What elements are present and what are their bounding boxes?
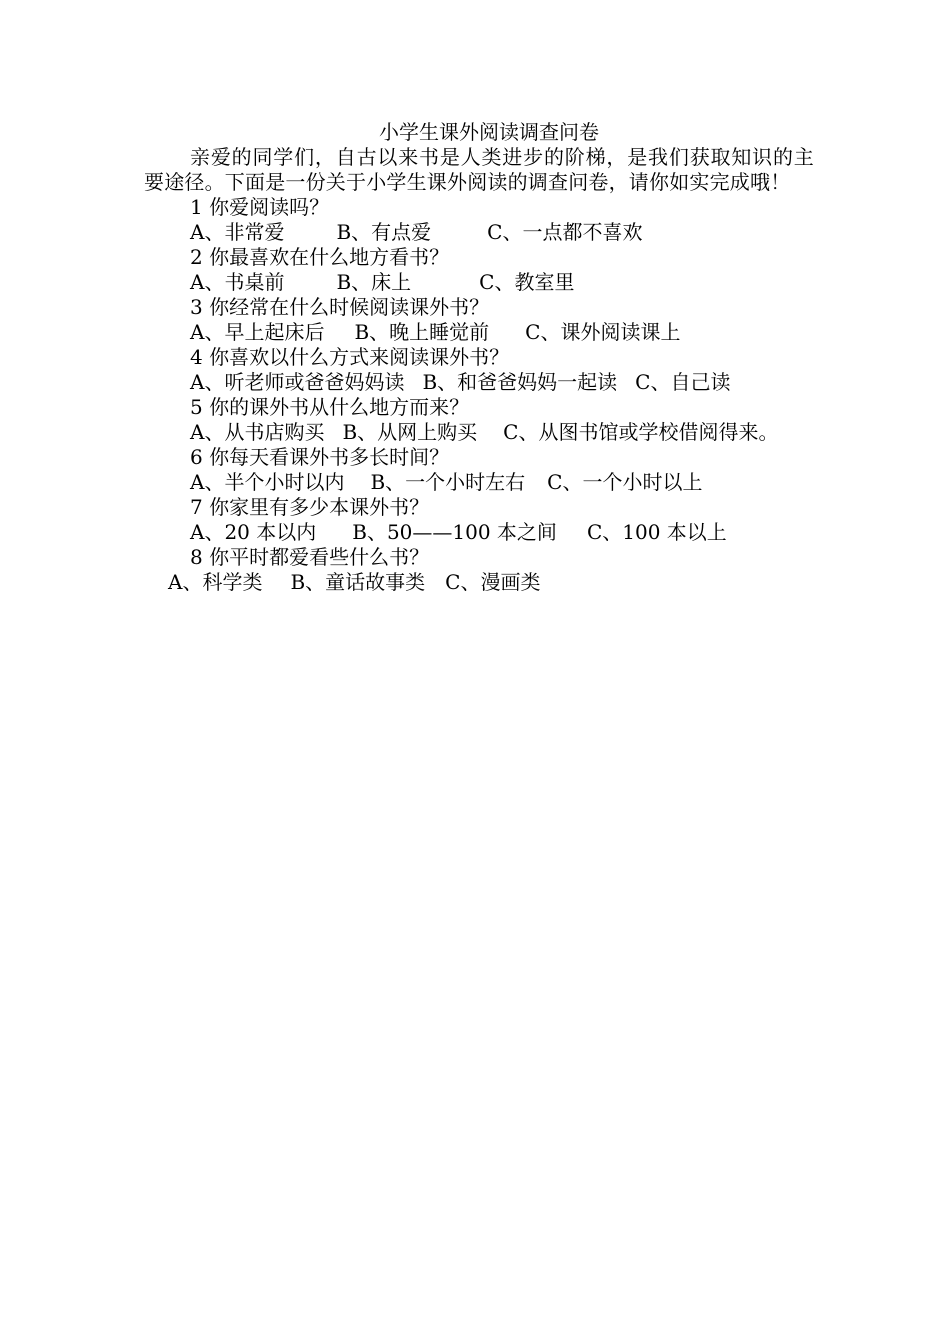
option-b: B、晚上睡觉前 bbox=[354, 320, 490, 344]
question-1: 1 你爱阅读吗？ bbox=[190, 195, 330, 219]
question-8-options bbox=[144, 570, 814, 595]
option-c: C、从图书馆或学校借阅得来。 bbox=[503, 420, 779, 444]
question-4-options bbox=[144, 370, 814, 395]
question-5: 5 你的课外书从什么地方而来？ bbox=[190, 395, 470, 419]
option-a: A、非常爱 bbox=[190, 220, 285, 244]
question-6: 6 你每天看课外书多长时间？ bbox=[190, 445, 450, 469]
intro-paragraph: 亲爱的同学们，自古以来书是人类进步的阶梯，是我们获取知识的主要途径。下面是一份关于小学生课外阅读的调查问卷，请你如实完成哦！ bbox=[144, 145, 814, 194]
question-7: 7 你家里有多少本课外书？ bbox=[190, 495, 430, 519]
option-a: A、科学类 bbox=[168, 570, 263, 594]
option-a: A、听老师或爸爸妈妈读 bbox=[190, 370, 405, 394]
question-3: 3 你经常在什么时候阅读课外书？ bbox=[190, 295, 490, 319]
option-b: B、童话故事类 bbox=[290, 570, 426, 594]
option-c: C、一点都不喜欢 bbox=[487, 220, 643, 244]
option-b: B、50——100 本之间 bbox=[352, 520, 557, 544]
question-1-options bbox=[144, 220, 814, 245]
option-a: A、书桌前 bbox=[190, 270, 285, 294]
option-a: A、早上起床后 bbox=[190, 320, 325, 344]
option-a: A、从书店购买 bbox=[190, 420, 325, 444]
question-8: 8 你平时都爱看些什么书？ bbox=[190, 545, 430, 569]
option-a: A、20 本以内 bbox=[190, 520, 317, 544]
option-c: C、自己读 bbox=[635, 370, 731, 394]
page-title: 小学生课外阅读调查问卷 bbox=[379, 120, 599, 144]
option-c: C、漫画类 bbox=[445, 570, 541, 594]
option-b: B、一个小时左右 bbox=[370, 470, 526, 494]
option-c: C、教室里 bbox=[479, 270, 575, 294]
question-7-options bbox=[144, 520, 814, 545]
option-b: B、从网上购买 bbox=[342, 420, 478, 444]
question-6-options bbox=[144, 470, 814, 495]
survey-content bbox=[144, 120, 814, 595]
option-a: A、半个小时以内 bbox=[190, 470, 345, 494]
option-b: B、有点爱 bbox=[336, 220, 432, 244]
question-3-options bbox=[144, 320, 814, 345]
option-b: B、和爸爸妈妈一起读 bbox=[422, 370, 618, 394]
question-2-options bbox=[144, 270, 814, 295]
option-b: B、床上 bbox=[336, 270, 412, 294]
option-c: C、一个小时以上 bbox=[547, 470, 703, 494]
question-2: 2 你最喜欢在什么地方看书？ bbox=[190, 245, 450, 269]
option-c: C、100 本以上 bbox=[586, 520, 727, 544]
question-4: 4 你喜欢以什么方式来阅读课外书？ bbox=[190, 345, 510, 369]
question-5-options bbox=[144, 420, 814, 445]
option-c: C、课外阅读课上 bbox=[525, 320, 681, 344]
